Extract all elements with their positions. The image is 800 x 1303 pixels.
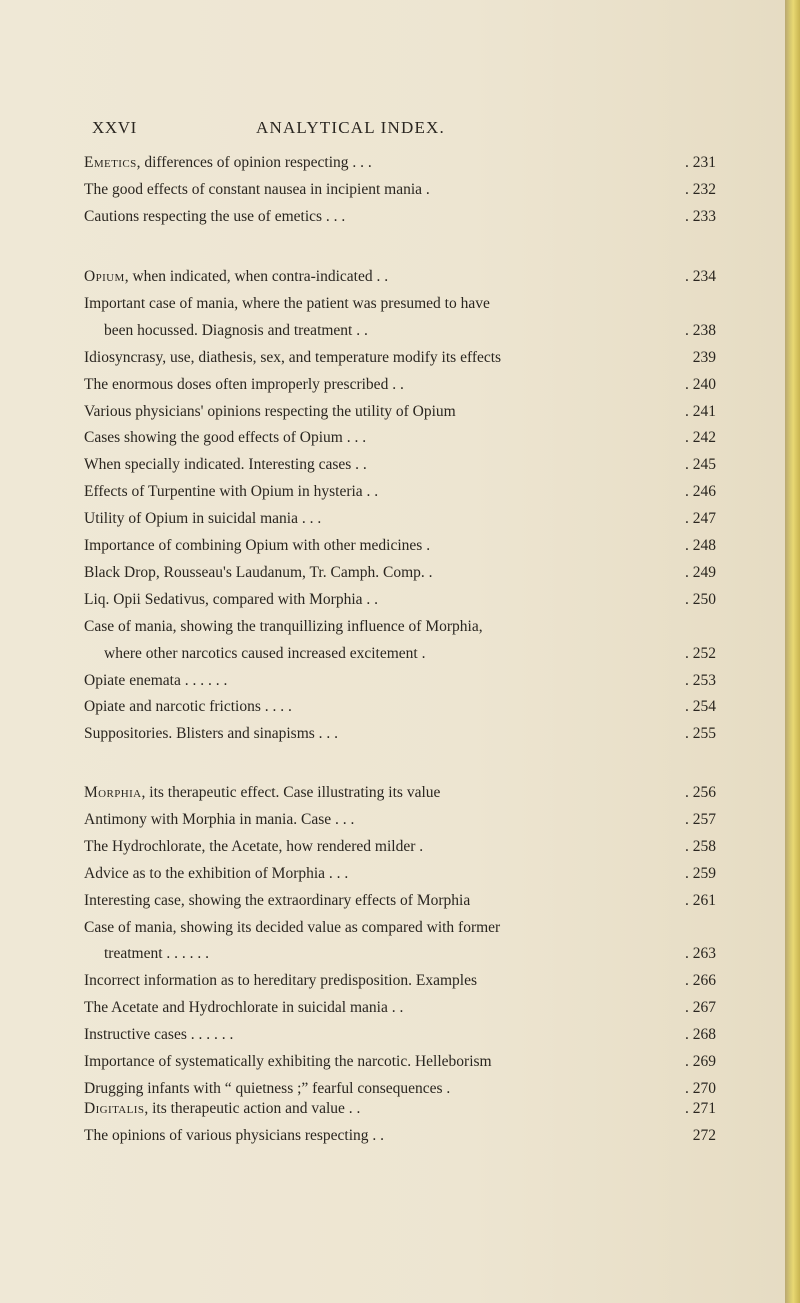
entry-page-number: . 249 xyxy=(685,563,716,581)
index-entry xyxy=(84,177,716,203)
entry-text: Opium, when indicated, when contra-indicated . . xyxy=(84,268,389,285)
index-entry xyxy=(84,1049,716,1075)
index-entry xyxy=(84,861,716,887)
entry-text: Importance of combining Opium with other medicines . xyxy=(84,537,431,554)
index-entry xyxy=(84,204,716,230)
entry-page-number: . 256 xyxy=(685,784,716,801)
index-entry xyxy=(84,150,716,176)
entry-text: Liq. Opii Sedativus, compared with Morphia . . xyxy=(84,590,379,608)
entry-page-number: . 240 xyxy=(685,375,716,393)
entry-page-number: . 234 xyxy=(685,268,716,285)
index-entry xyxy=(84,641,716,667)
index-entry xyxy=(84,668,716,694)
entry-text: Various physicians' opinions respecting the utility of Opium xyxy=(84,402,456,420)
entry-page-number: . 246 xyxy=(685,483,716,501)
index-entry xyxy=(84,399,716,425)
index-entry xyxy=(84,694,716,720)
entry-text: The Hydrochlorate, the Acetate, how rendered milder . xyxy=(84,837,424,855)
entry-page-number: 239 xyxy=(692,348,716,366)
index-entry xyxy=(84,1022,716,1048)
index-entry xyxy=(84,345,716,371)
entry-page-number: . 241 xyxy=(685,402,716,420)
entry-text: Case of mania, showing the tranquillizing influence of Morphia, xyxy=(84,617,483,635)
entry-page-number: . 242 xyxy=(685,429,716,447)
entry-heading: Morphia xyxy=(84,784,142,801)
index-entry xyxy=(84,264,716,290)
entry-text: The enormous doses often improperly prescribed . . xyxy=(84,375,404,393)
index-entry xyxy=(84,587,716,613)
index-entry xyxy=(84,1096,716,1122)
entry-text: Cases showing the good effects of Opium . . . xyxy=(84,429,367,447)
index-entry xyxy=(84,506,716,532)
entry-page-number: . 267 xyxy=(685,999,716,1017)
entry-page-number: . 245 xyxy=(685,456,716,474)
entry-page-number: . 248 xyxy=(685,537,716,554)
entry-text: Instructive cases . . . . . . xyxy=(84,1026,234,1044)
entry-page-number: . 259 xyxy=(685,864,716,882)
index-entry xyxy=(84,291,716,317)
index-entry xyxy=(84,614,716,640)
entry-text: been hocussed. Diagnosis and treatment . . xyxy=(104,321,368,339)
entry-page-number: . 270 xyxy=(685,1079,716,1097)
entry-text: Utility of Opium in suicidal mania . . . xyxy=(84,510,322,528)
entry-page-number: 272 xyxy=(692,1126,716,1144)
index-entry xyxy=(84,452,716,478)
entry-text: Idiosyncrasy, use, diathesis, sex, and temperature modify its effects xyxy=(84,348,502,366)
index-entry xyxy=(84,941,716,967)
entry-text: When specially indicated. Interesting cases . . xyxy=(84,456,367,474)
entry-page-number: . 250 xyxy=(685,590,716,608)
entry-page-number: . 253 xyxy=(685,671,716,689)
entry-text: Advice as to the exhibition of Morphia . . . xyxy=(84,864,349,882)
index-entry xyxy=(84,425,716,451)
entry-page-number: . 238 xyxy=(685,321,716,339)
entry-text: Incorrect information as to hereditary predisposition. Examples xyxy=(84,972,477,990)
index-entry xyxy=(84,780,716,806)
entry-text: Cautions respecting the use of emetics . . . xyxy=(84,207,346,225)
entry-text: Black Drop, Rousseau's Laudanum, Tr. Camph. Comp. . xyxy=(84,563,433,581)
entry-page-number: . 268 xyxy=(685,1026,716,1044)
page-title: ANALYTICAL INDEX. xyxy=(256,118,445,137)
entry-page-number: . 269 xyxy=(685,1053,716,1070)
index-entry xyxy=(84,560,716,586)
entry-text: Opiate and narcotic frictions . . . . xyxy=(84,698,292,716)
index-entry xyxy=(84,888,716,914)
entry-text: The opinions of various physicians respecting . . xyxy=(84,1126,385,1144)
entry-text: Case of mania, showing its decided value as compared with former xyxy=(84,918,501,936)
entry-text: Important case of mania, where the patient was presumed to have xyxy=(84,294,490,312)
entry-page-number: . 247 xyxy=(685,510,716,528)
entry-page-number: . 255 xyxy=(685,725,716,743)
entry-text: Digitalis, its therapeutic action and value . . xyxy=(84,1100,361,1117)
entry-page-number: . 231 xyxy=(685,154,716,171)
entry-text: The Acetate and Hydrochlorate in suicidal mania . . xyxy=(84,999,404,1017)
entry-text: where other narcotics caused increased excitement . xyxy=(104,644,426,662)
entry-text: The good effects of constant nausea in incipient mania . xyxy=(84,180,430,198)
entry-heading: Opium xyxy=(84,268,125,285)
entry-page-number: . 261 xyxy=(685,891,716,909)
entry-text: Interesting case, showing the extraordinary effects of Morphia xyxy=(84,891,471,909)
index-entry xyxy=(84,834,716,860)
index-entry xyxy=(84,533,716,559)
index-entry xyxy=(84,1123,716,1149)
index-entry xyxy=(84,995,716,1021)
entry-page-number: . 263 xyxy=(685,945,716,963)
entry-text: Antimony with Morphia in mania. Case . . . xyxy=(84,810,355,828)
entry-heading: Digitalis xyxy=(84,1100,145,1117)
entry-text: Suppositories. Blisters and sinapisms . . . xyxy=(84,725,339,743)
page-edge xyxy=(785,0,800,1303)
index-entry xyxy=(84,915,716,941)
entry-page-number: . 252 xyxy=(685,644,716,662)
entry-text: Effects of Turpentine with Opium in hysteria . . xyxy=(84,483,379,501)
index-entry xyxy=(84,968,716,994)
entry-page-number: . 257 xyxy=(685,810,716,828)
entry-page-number: . 258 xyxy=(685,837,716,855)
entry-text: treatment . . . . . . xyxy=(104,945,210,963)
entry-text: Morphia, its therapeutic effect. Case illustrating its value xyxy=(84,784,441,801)
entry-page-number: . 233 xyxy=(685,207,716,225)
entry-page-number: . 232 xyxy=(685,180,716,198)
page-number: XXVI xyxy=(92,118,137,137)
index-entry xyxy=(84,721,716,747)
entry-page-number: . 254 xyxy=(685,698,716,716)
entry-heading: Emetics xyxy=(84,154,137,171)
entry-page-number: . 266 xyxy=(685,972,716,990)
index-entry xyxy=(84,372,716,398)
entry-text: Opiate enemata . . . . . . xyxy=(84,671,228,689)
entry-text: Importance of systematically exhibiting the narcotic. Helleborism xyxy=(84,1053,492,1070)
entry-text: Drugging infants with “ quietness ;” fearful consequences . xyxy=(84,1079,451,1097)
page-header xyxy=(92,118,652,142)
entry-page-number: . 271 xyxy=(685,1100,716,1117)
entry-text: Emetics, differences of opinion respecting . . . xyxy=(84,154,372,171)
index-entry xyxy=(84,318,716,344)
index-entry xyxy=(84,479,716,505)
index-entry xyxy=(84,807,716,833)
